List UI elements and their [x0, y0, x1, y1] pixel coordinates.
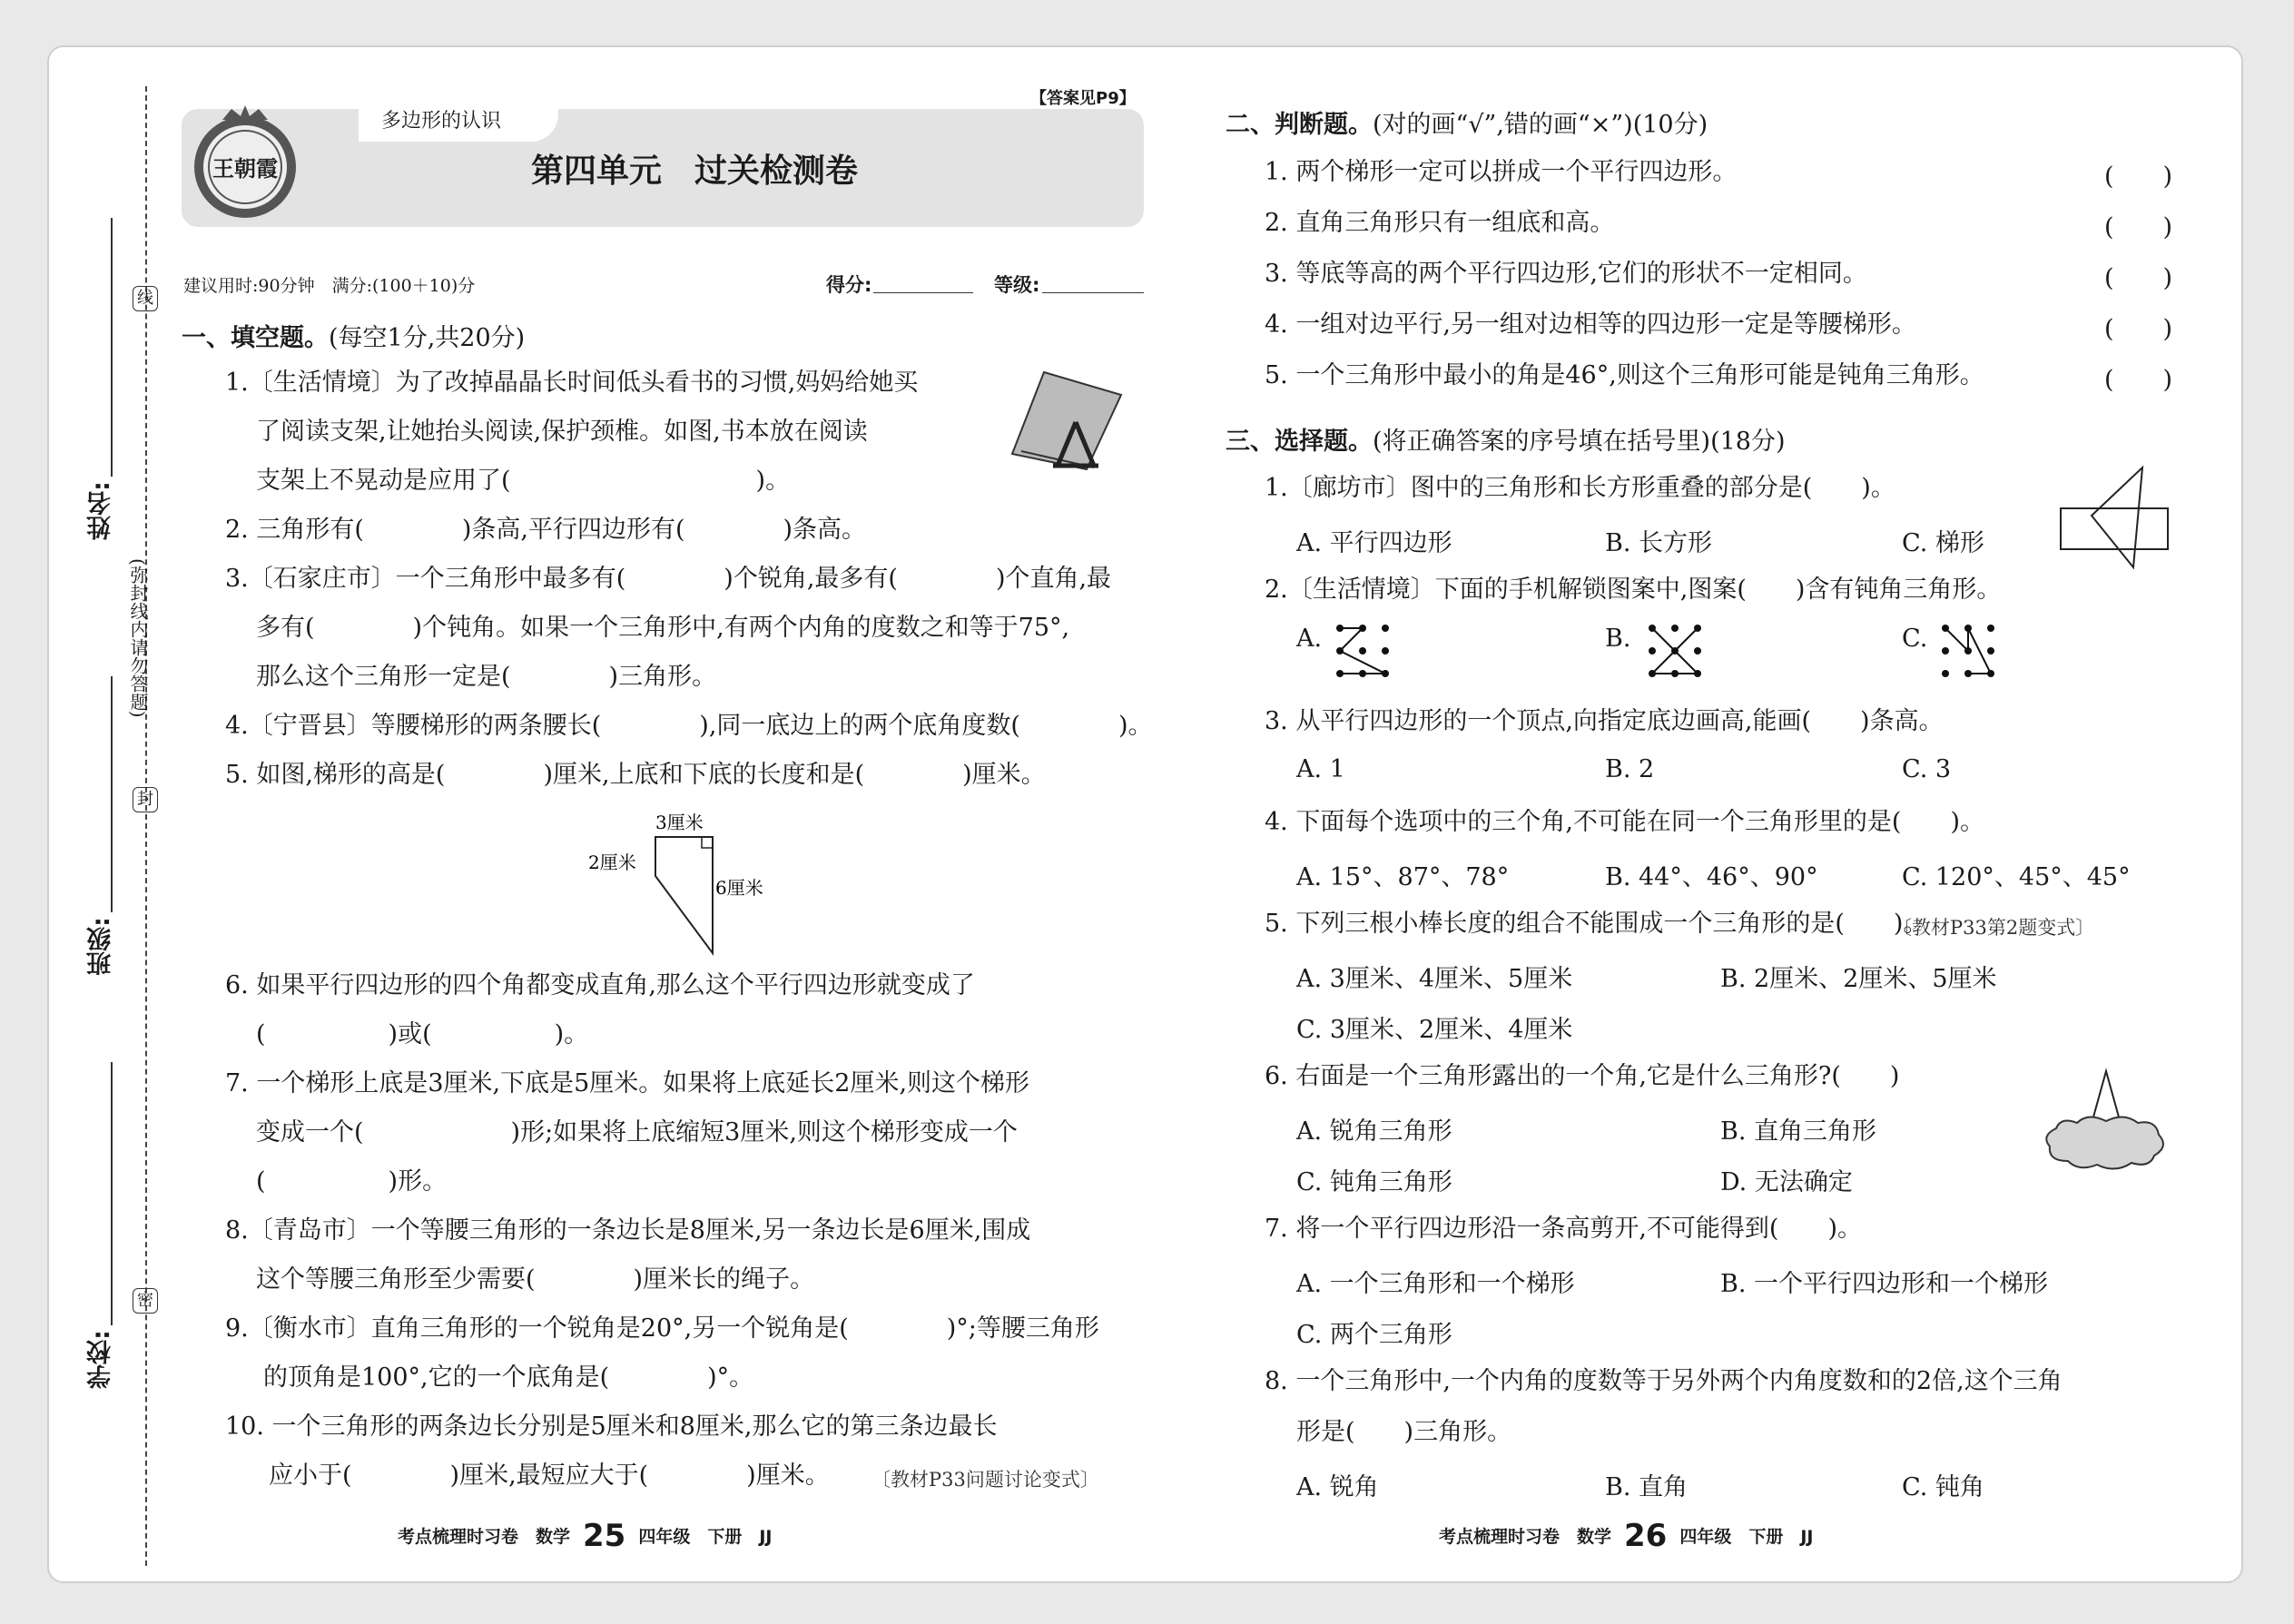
s1-q6-line1: 6. 如果平行四边形的四个角都变成直角,那么这个平行四边形就变成了	[225, 971, 975, 999]
footer-right: 考点梳理时习卷 数学 26 四年级 下册 JJ	[1439, 1518, 1814, 1554]
page-title: 第四单元 过关检测卷	[531, 153, 859, 190]
reading-stand-figure	[1003, 368, 1130, 472]
topic-label: 多边形的认识	[381, 110, 502, 133]
s2-item-3: 3. 等底等高的两个平行四边形,它们的形状不一定相同。	[1265, 260, 1867, 288]
s1-q2: 2. 三角形有( )条高,平行四边形有( )条高。	[225, 516, 867, 544]
s1-q10-line2: 应小于( )厘米,最短应大于( )厘米。	[269, 1462, 830, 1490]
unlock-pattern-b	[1645, 621, 1705, 681]
score-field[interactable]	[873, 292, 973, 293]
s2-item-4: 4. 一组对边平行,另一组对边相等的四边形一定是等腰梯形。	[1265, 310, 1916, 339]
s3-q1-opt-c[interactable]: C. 梯形	[1902, 529, 1984, 557]
s3-q7-opt-c[interactable]: C. 两个三角形	[1296, 1321, 1452, 1349]
unlock-pattern-c	[1938, 621, 1998, 681]
s3-q5-opt-b[interactable]: B. 2厘米、2厘米、5厘米	[1720, 965, 1997, 993]
s3-q2: 2.〔生活情境〕下面的手机解锁图案中,图案( )含有钝角三角形。	[1265, 576, 2002, 604]
s3-q6-opt-d[interactable]: D. 无法确定	[1720, 1168, 1853, 1196]
s3-q6: 6. 右面是一个三角形露出的一个角,它是什么三角形?( )	[1265, 1062, 1900, 1090]
s1-q4: 4.〔宁晋县〕等腰梯形的两条腰长( ),同一底边上的两个底角度数( )。	[225, 712, 1153, 740]
s2-item-2: 2. 直角三角形只有一组底和高。	[1265, 209, 1615, 237]
s1-q8-line2: 这个等腰三角形至少需要( )厘米长的绳子。	[256, 1265, 815, 1294]
s3-q7-opt-a[interactable]: A. 一个三角形和一个梯形	[1296, 1270, 1575, 1298]
school-field[interactable]	[111, 1062, 113, 1325]
section2-heading: 二、判断题。(对的画“√”,错的画“×”)(10分)	[1226, 111, 1708, 139]
s3-q7-opt-b[interactable]: B. 一个平行四边形和一个梯形	[1720, 1270, 2049, 1298]
s3-q3-opt-b[interactable]: B. 2	[1605, 755, 1655, 783]
seal-char-seal: 封	[133, 787, 158, 812]
s2-item-1: 1. 两个梯形一定可以拼成一个平行四边形。	[1265, 158, 1738, 186]
s3-q5-opt-c[interactable]: C. 3厘米、2厘米、4厘米	[1296, 1016, 1573, 1044]
footer-left: 考点梳理时习卷 数学 25 四年级 下册 JJ	[398, 1518, 773, 1554]
s3-q1-opt-b[interactable]: B. 长方形	[1605, 529, 1713, 557]
fig5-right-label: 6厘米	[715, 877, 763, 899]
s3-q8-opt-b[interactable]: B. 直角	[1605, 1473, 1689, 1501]
s1-q9-line1: 9.〔衡水市〕直角三角形的一个锐角是20°,另一个锐角是( )°;等腰三角形	[225, 1314, 1099, 1343]
s3-q2-opt-c[interactable]: C.	[1902, 625, 1928, 653]
grade-field[interactable]	[1042, 292, 1144, 293]
s3-q5-opt-a[interactable]: A. 3厘米、4厘米、5厘米	[1296, 965, 1573, 993]
s2-item-5: 5. 一个三角形中最小的角是46°,则这个三角形可能是钝角三角形。	[1265, 361, 1984, 389]
s3-q1: 1.〔廊坊市〕图中的三角形和长方形重叠的部分是( )。	[1265, 474, 1895, 502]
s1-q8-line1: 8.〔青岛市〕一个等腰三角形的一条边长是8厘米,另一条边长是6厘米,围成	[225, 1216, 1031, 1245]
page-number-left: 25	[583, 1518, 626, 1554]
s2-answer-2[interactable]: ( )	[2104, 213, 2173, 241]
s3-q8-opt-c[interactable]: C. 钝角	[1902, 1473, 1984, 1501]
s3-q3-opt-c[interactable]: C. 3	[1902, 755, 1952, 783]
time-score: 建议用时:90分钟 满分:(100＋10)分	[183, 276, 476, 296]
s3-q8-opt-a[interactable]: A. 锐角	[1296, 1473, 1379, 1501]
seal-char-secret: 密	[133, 1288, 158, 1314]
s1-q1-line1: 1.〔生活情境〕为了改掉晶晶长时间低头看书的习惯,妈妈给她买	[225, 369, 919, 397]
s1-q5: 5. 如图,梯形的高是( )厘米,上底和下底的长度和是( )厘米。	[225, 761, 1046, 789]
name-field[interactable]	[111, 218, 113, 477]
s1-q6-line2: ( )或( )。	[256, 1020, 589, 1048]
seal-char-line: 线	[133, 286, 158, 311]
s3-q3: 3. 从平行四边形的一个顶点,向指定底边画高,能画( )条高。	[1265, 707, 1944, 735]
fig5-left-label: 2厘米	[588, 851, 636, 873]
s1-q10-line1: 10. 一个三角形的两条边长分别是5厘米和8厘米,那么它的第三条边最长	[225, 1412, 998, 1441]
s2-answer-1[interactable]: ( )	[2104, 162, 2173, 191]
s3-q8-line1: 8. 一个三角形中,一个内角的度数等于另外两个内角度数和的2倍,这个三角	[1265, 1367, 2063, 1395]
s3-q6-opt-a[interactable]: A. 锐角三角形	[1296, 1117, 1452, 1146]
s1-q1-line2: 了阅读支架,让她抬头阅读,保护颈椎。如图,书本放在阅读	[256, 418, 868, 446]
answer-ref: 【答案见P9】	[1030, 89, 1136, 108]
s2-answer-3[interactable]: ( )	[2104, 264, 2173, 292]
s1-q7-line3: ( )形。	[256, 1167, 448, 1196]
s1-q7-line1: 7. 一个梯形上底是3厘米,下底是5厘米。如果将上底延长2厘米,则这个梯形	[225, 1069, 1030, 1097]
trapezoid-figure	[581, 808, 799, 958]
s1-q1-line3: 支架上不晃动是应用了( )。	[256, 467, 791, 495]
s1-q3-line2: 多有( )个钝角。如果一个三角形中,有两个内角的度数之和等于75°,	[256, 614, 1070, 642]
page-number-right: 26	[1624, 1518, 1668, 1554]
s3-q3-opt-a[interactable]: A. 1	[1296, 755, 1345, 783]
seal-note: (弥封线内请勿答题)	[127, 558, 149, 718]
s3-q4: 4. 下面每个选项中的三个角,不可能在同一个三角形里的是( )。	[1265, 808, 1984, 836]
fig5-top-label: 3厘米	[655, 812, 704, 833]
s3-q4-opt-c[interactable]: C. 120°、45°、45°	[1902, 863, 2131, 891]
grade-label: 等级:	[994, 274, 1040, 296]
section3-heading: 三、选择题。(将正确答案的序号填在括号里)(18分)	[1226, 428, 1786, 456]
s3-q1-opt-a[interactable]: A. 平行四边形	[1296, 529, 1452, 557]
score-label: 得分:	[826, 274, 872, 296]
s3-q7: 7. 将一个平行四边形沿一条高剪开,不可能得到( )。	[1265, 1215, 1862, 1243]
s2-answer-4[interactable]: ( )	[2104, 315, 2173, 343]
s3-q4-opt-a[interactable]: A. 15°、87°、78°	[1296, 863, 1510, 891]
hidden-triangle-figure	[2033, 1067, 2170, 1176]
publisher-logo	[186, 102, 304, 229]
s1-q9-line2: 的顶角是100°,它的一个底角是( )°。	[263, 1363, 754, 1392]
s3-q6-opt-b[interactable]: B. 直角三角形	[1720, 1117, 1877, 1146]
school-label: 学校:	[87, 1330, 115, 1389]
section1-heading: 一、填空题。(每空1分,共20分)	[182, 324, 526, 352]
s3-q5: 5. 下列三根小棒长度的组合不能围成一个三角形的是( )。	[1265, 910, 1928, 938]
s1-q7-line2: 变成一个( )形;如果将上底缩短3厘米,则这个梯形变成一个	[256, 1118, 1018, 1147]
s3-q4-opt-b[interactable]: B. 44°、46°、90°	[1605, 863, 1818, 891]
s3-q8-line2: 形是( )三角形。	[1296, 1418, 1512, 1446]
s1-q3-line3: 那么这个三角形一定是( )三角形。	[256, 663, 717, 691]
class-field[interactable]	[111, 676, 113, 912]
s2-answer-5[interactable]: ( )	[2104, 366, 2173, 394]
s1-q3-line1: 3.〔石家庄市〕一个三角形中最多有( )个锐角,最多有( )个直角,最	[225, 565, 1112, 593]
s3-q2-opt-b[interactable]: B.	[1605, 625, 1631, 653]
unlock-pattern-a	[1333, 621, 1393, 681]
s1-q10-tag: 〔教材P33问题讨论变式〕	[871, 1469, 1099, 1491]
s3-q5-tag: 〔教材P33第2题变式〕	[1893, 917, 2095, 939]
class-label: 班级:	[87, 917, 115, 976]
triangle-rectangle-figure	[2053, 463, 2171, 572]
s3-q6-opt-c[interactable]: C. 钝角三角形	[1296, 1168, 1452, 1196]
logo-text: 王朝霞	[212, 155, 278, 182]
name-label: 姓名:	[87, 481, 115, 540]
s3-q2-opt-a[interactable]: A.	[1296, 625, 1323, 653]
